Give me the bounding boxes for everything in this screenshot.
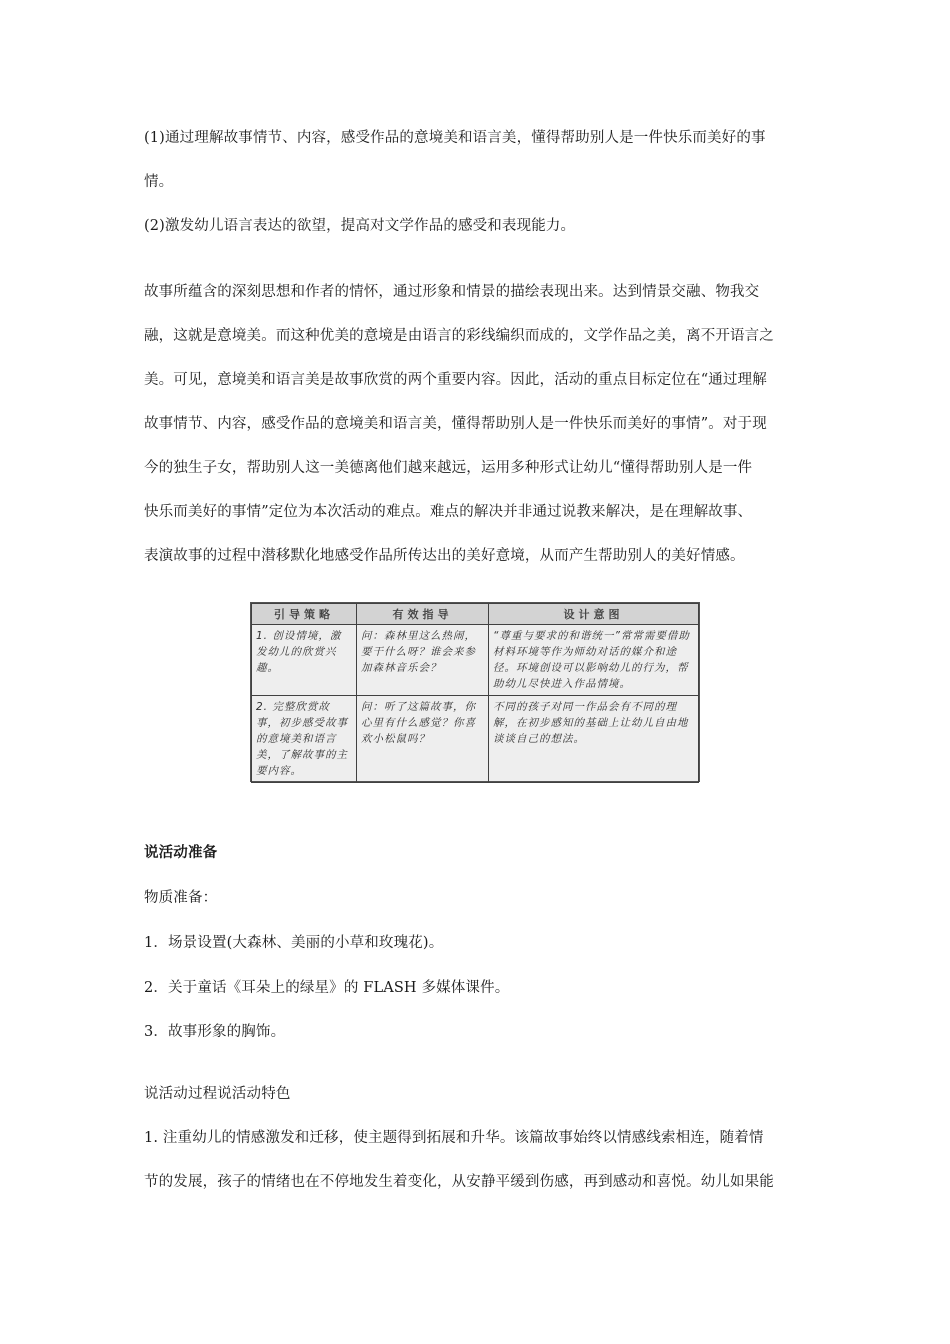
table-header-row	[252, 604, 699, 625]
goal-1-line-1: (1)通过理解故事情节、内容，感受作品的意境美和语言美，懂得帮助别人是一件快乐而美好的事	[144, 130, 766, 146]
table-cell: 不同的孩子对同一作品会有不同的理解，在初步感知的基础上让幼儿自由地谈谈自己的想法。	[489, 696, 699, 783]
table-cell: “尊重与要求的和谐统一”常常需要借助材料环境等作为师幼对话的媒介和途径。环境创设可以影响幼儿的行为，帮助幼儿尽快进入作品情境。	[489, 625, 699, 696]
table-row	[252, 625, 699, 696]
table-header-cell: 有效指导	[357, 604, 489, 625]
table-cell: 2. 完整欣赏故事，初步感受故事的意境美和语言美，了解故事的主要内容。	[252, 696, 357, 783]
goal-1-line-2: 情。	[144, 174, 174, 190]
analysis-line: 故事所蕴含的深刻思想和作者的情怀，通过形象和情景的描绘表现出来。达到情景交融、物我交	[144, 284, 760, 300]
preparation-subheading: 物质准备：	[144, 890, 218, 906]
goal-2: (2)激发幼儿语言表达的欲望，提高对文学作品的感受和表现能力。	[144, 218, 576, 234]
table-header-cell: 引导策略	[252, 604, 357, 625]
list-item: 3．故事形象的胸饰。	[144, 1024, 286, 1040]
process-line: 1. 注重幼儿的情感激发和迁移，使主题得到拓展和升华。该篇故事始终以情感线索相连，随着情	[144, 1130, 764, 1146]
analysis-line: 美。可见，意境美和语言美是故事欣赏的两个重要内容。因此，活动的重点目标定位在“通过理解	[144, 372, 767, 388]
list-item: 1．场景设置(大森林、美丽的小草和玫瑰花)。	[144, 935, 444, 951]
preparation-heading: 说活动准备	[144, 844, 218, 861]
process-heading: 说活动过程说活动特色	[144, 1086, 291, 1102]
analysis-line: 今的独生子女，帮助别人这一美德离他们越来越远，运用多种形式让幼儿“懂得帮助别人是一件	[144, 460, 753, 476]
process-line: 节的发展，孩子的情绪也在不停地发生着变化，从安静平缓到伤感，再到感动和喜悦。幼儿如果能	[144, 1174, 774, 1190]
analysis-line: 快乐而美好的事情”定位为本次活动的难点。难点的解决并非通过说教来解决，是在理解故事、	[144, 504, 753, 520]
strategy-table	[251, 603, 699, 783]
analysis-line: 融，这就是意境美。而这种优美的意境是由语言的彩线编织而成的，文学作品之美，离不开语言之	[144, 328, 774, 344]
table-cell: 1. 创设情境，激发幼儿的欣赏兴趣。	[252, 625, 357, 696]
analysis-line: 故事情节、内容，感受作品的意境美和语言美，懂得帮助别人是一件快乐而美好的事情”。对于现	[144, 416, 767, 432]
table-cell: 问：听了这篇故事，你心里有什么感觉？你喜欢小松鼠吗？	[357, 696, 489, 783]
table-row	[252, 696, 699, 783]
table-header-cell: 设计意图	[489, 604, 699, 625]
strategy-table-image	[250, 602, 700, 782]
analysis-line: 表演故事的过程中潜移默化地感受作品所传达出的美好意境，从而产生帮助别人的美好情感。	[144, 548, 745, 564]
table-cell: 问：森林里这么热闹，要干什么呀？谁会来参加森林音乐会？	[357, 625, 489, 696]
list-item: 2．关于童话《耳朵上的绿星》的 FLASH 多媒体课件。	[144, 980, 510, 996]
